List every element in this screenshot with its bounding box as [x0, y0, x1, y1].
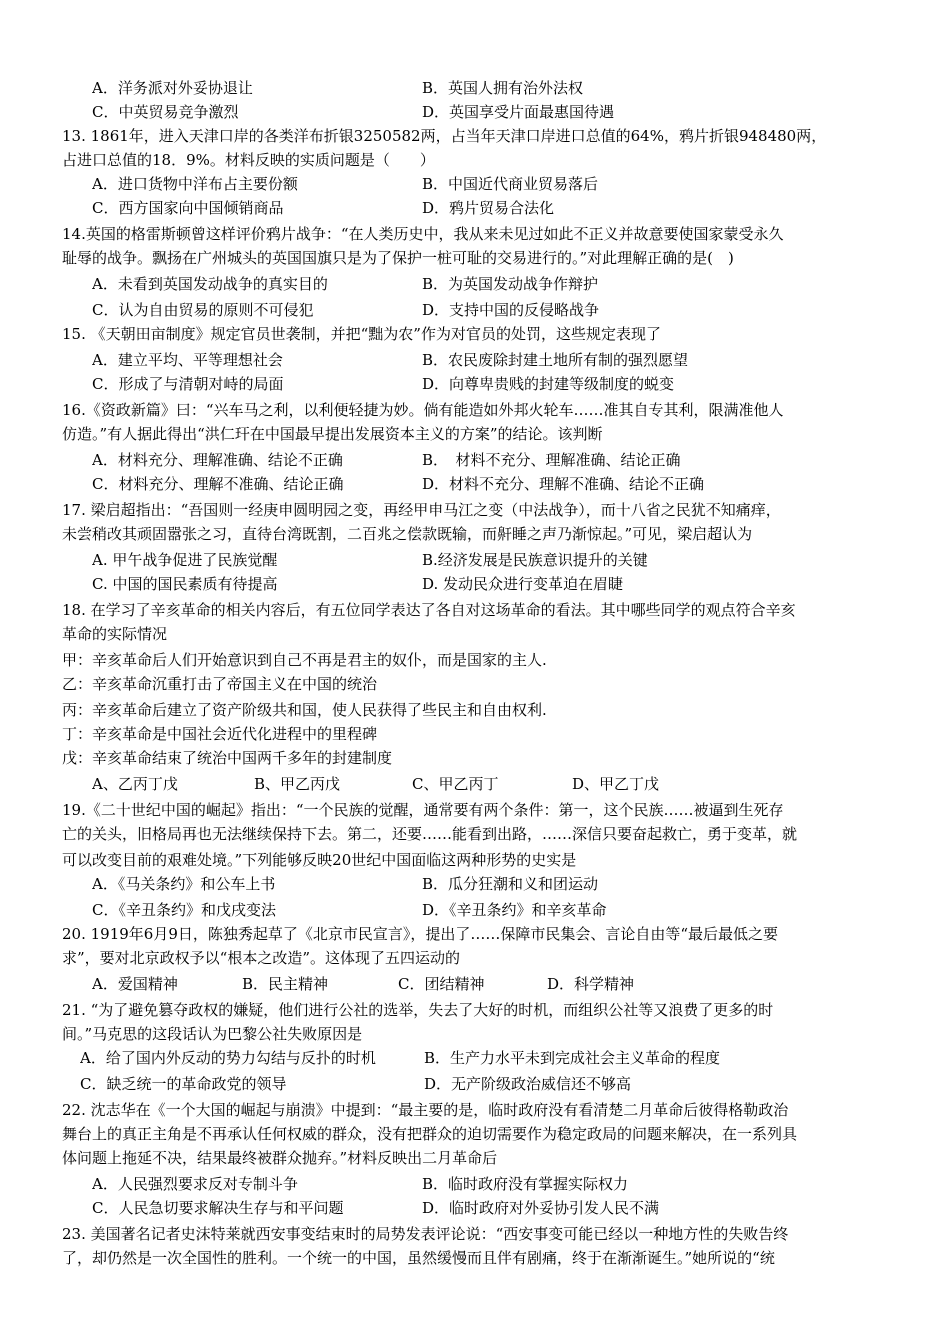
q20-option-a: A．爱国精神	[92, 975, 178, 993]
q14-option-b: B．为英国发动战争作辩护	[422, 275, 599, 293]
q20-option-b: B．民主精神	[242, 975, 329, 993]
q18-statement-jia: 甲：辛亥革命后人们开始意识到自己不再是君主的奴仆，而是国家的主人.	[62, 651, 547, 669]
q18-statement-yi: 乙：辛亥革命沉重打击了帝国主义在中国的统治	[62, 675, 378, 693]
q19-stem-line-2: 亡的关头，旧格局再也无法继续保持下去。第二，还要……能看到出路，……深信只要奋起救亡，勇于变革，就	[62, 825, 798, 843]
q22-stem-line-2: 舞台上的真正主角是不再承认任何权威的群众，没有把群众的迫切需要作为稳定政局的问题来解决，在一系列具	[62, 1125, 798, 1143]
q13-options-row-1	[92, 172, 892, 196]
q19-options-row-2	[92, 898, 892, 922]
q22-stem-line-3: 体问题上拖延不决，结果最终被群众抛弃。”材料反映出二月革命后	[62, 1149, 498, 1167]
q22-options-row-2	[92, 1196, 892, 1220]
q22-stem-line-1: 22. 沈志华在《一个大国的崛起与崩溃》中提到：“最主要的是，临时政府没有看清楚二月革命后彼得格勒政治	[62, 1101, 789, 1119]
q21-stem-line-2: 间。”马克思的这段话认为巴黎公社失败原因是	[62, 1025, 363, 1043]
q18-option-a: A、乙丙丁戊	[92, 775, 178, 793]
q13-option-a: A．进口货物中洋布占主要份额	[92, 175, 298, 193]
q13-option-b: B．中国近代商业贸易落后	[422, 175, 599, 193]
q17-stem-line-2: 未尝稍改其顽固嚣张之习，直待台湾既割，二百兆之偿款既输，而鼾睡之声乃渐惊起。”可见，梁启超认为	[62, 525, 753, 543]
q12-option-a: A．洋务派对外妥协退让	[92, 79, 253, 97]
q16-options-row-1	[92, 448, 892, 472]
q14-options-row-2	[92, 298, 892, 322]
q15-option-d: D．向尊卑贵贱的封建等级制度的蜕变	[422, 375, 675, 393]
q17-option-a: A. 甲午战争促进了民族觉醒	[92, 551, 278, 569]
q18-statement-ding: 丁：辛亥革命是中国社会近代化进程中的里程碑	[62, 725, 378, 743]
q12-option-b: B．英国人拥有治外法权	[422, 79, 584, 97]
q19-stem-line-3: 可以改变目前的艰难处境。”下列能够反映20世纪中国面临这两种形势的史实是	[62, 851, 577, 869]
q12-options-row-2	[92, 100, 892, 124]
q13-stem-line-1: 13. 1861年，进入天津口岸的各类洋布折银3250582两，占当年天津口岸进口总值的64%，鸦片折银948480两，	[62, 127, 827, 145]
q13-option-d: D．鸦片贸易合法化	[422, 199, 555, 217]
q17-stem-line-1: 17. 梁启超指出：“吾国则一经庚申圆明园之变，再经甲申马江之变（中法战争），而十八省之民犹不知痛痒，	[62, 501, 781, 519]
q15-option-c: C．形成了与清朝对峙的局面	[92, 375, 284, 393]
q18-option-d: D、甲乙丁戊	[572, 775, 660, 793]
q13-stem-line-2: 占进口总值的18．9%。材料反映的实质问题是（ ）	[62, 151, 435, 169]
q19-stem-line-1: 19.《二十世纪中国的崛起》指出：“一个民族的觉醒，通常要有两个条件：第一，这个民族……被逼到生死存	[62, 801, 784, 819]
q21-option-c: C．缺乏统一的革命政党的领导	[80, 1075, 287, 1093]
q16-option-d: D．材料不充分、理解不准确、结论不正确	[422, 475, 705, 493]
q15-option-b: B．农民废除封建土地所有制的强烈愿望	[422, 351, 689, 369]
q14-option-a: A．未看到英国发动战争的真实目的	[92, 275, 328, 293]
q16-stem-line-2: 仿造。”有人据此得出“洪仁玕在中国最早提出发展资本主义的方案”的结论。该判断	[62, 425, 603, 443]
q20-stem-line-2: 求”，要对北京政权予以“根本之改造”。这体现了五四运动的	[62, 949, 461, 967]
q15-stem-line-1: 15. 《天朝田亩制度》规定官员世袭制，并把“黜为农”作为对官员的处罚，这些规定表现了	[62, 325, 661, 343]
q18-statement-wu: 戊：辛亥革命结束了统治中国两千多年的封建制度	[62, 749, 393, 767]
q23-stem-line-1: 23. 美国著名记者史沫特莱就西安事变结束时的局势发表评论说：“西安事变可能已经以一种地方性的失败告终	[62, 1225, 789, 1243]
q20-options-row	[92, 972, 892, 996]
q14-option-c: C．认为自由贸易的原则不可侵犯	[92, 301, 314, 319]
q23-stem-line-2: 了，却仍然是一次全国性的胜利。一个统一的中国，虽然缓慢而且伴有剧痛，终于在渐渐诞生。”她所说的“统	[62, 1249, 775, 1267]
q18-options-row	[92, 772, 892, 796]
q21-stem-line-1: 21. “为了避免篡夺政权的嫌疑，他们进行公社的选举，失去了大好的时机，而组织公社等又浪费了更多的时	[62, 1001, 774, 1019]
q16-option-b: B． 材料不充分、理解准确、结论正确	[422, 451, 681, 469]
q22-options-row-1	[92, 1172, 892, 1196]
q19-option-a: A．《马关条约》和公车上书	[92, 875, 276, 893]
q22-option-c: C．人民急切要求解决生存与和平问题	[92, 1199, 344, 1217]
q22-option-a: A．人民强烈要求反对专制斗争	[92, 1175, 298, 1193]
q17-option-c: C. 中国的国民素质有待提高	[92, 575, 278, 593]
q15-option-a: A．建立平均、平等理想社会	[92, 351, 283, 369]
q19-option-d: D．《辛丑条约》和辛亥革命	[422, 901, 607, 919]
q17-option-b: B.经济发展是民族意识提升的关键	[422, 551, 648, 569]
q20-stem-line-1: 20. 1919年6月9日，陈独秀起草了《北京市民宣言》，提出了……保障市民集会、言论自由等“最后最低之要	[62, 925, 779, 943]
q17-option-d: D. 发动民众进行变革迫在眉睫	[422, 575, 624, 593]
q19-option-c: C．《辛丑条约》和戊戌变法	[92, 901, 276, 919]
q13-option-c: C．西方国家向中国倾销商品	[92, 199, 284, 217]
q20-option-c: C．团结精神	[398, 975, 485, 993]
q21-option-b: B．生产力水平未到完成社会主义革命的程度	[424, 1049, 721, 1067]
q21-option-d: D．无产阶级政治威信还不够高	[424, 1075, 632, 1093]
q22-option-d: D．临时政府对外妥协引发人民不满	[422, 1199, 660, 1217]
q12-option-d: D．英国享受片面最惠国待遇	[422, 103, 615, 121]
q22-option-b: B．临时政府没有掌握实际权力	[422, 1175, 629, 1193]
q16-option-a: A．材料充分、理解准确、结论不正确	[92, 451, 343, 469]
q18-option-b: B、甲乙丙戊	[254, 775, 341, 793]
q14-stem-line-2: 耻辱的战争。飘扬在广州城头的英国国旗只是为了保护一桩可耻的交易进行的。”对此理解正确的是( )	[62, 249, 734, 267]
q16-options-row-2	[92, 472, 892, 496]
q21-options-row-2	[80, 1072, 892, 1096]
q13-options-row-2	[92, 196, 892, 220]
q17-options-row-1	[92, 548, 892, 572]
q21-option-a: A．给了国内外反动的势力勾结与反扑的时机	[80, 1049, 376, 1067]
q14-stem-line-1: 14.英国的格雷斯顿曾这样评价鸦片战争：“在人类历史中，我从来未见过如此不正义并故意要使国家蒙受永久	[62, 225, 784, 243]
q12-options-row-1	[92, 76, 892, 100]
q18-stem-line-1: 18. 在学习了辛亥革命的相关内容后，有五位同学表达了各自对这场革命的看法。其中哪些同学的观点符合辛亥	[62, 601, 796, 619]
q12-option-c: C．中英贸易竞争激烈	[92, 103, 239, 121]
q19-option-b: B．瓜分狂潮和义和团运动	[422, 875, 599, 893]
q18-statement-bing: 丙：辛亥革命后建立了资产阶级共和国，使人民获得了些民主和自由权利.	[62, 701, 547, 719]
q19-options-row-1	[92, 872, 892, 896]
q21-options-row-1	[80, 1046, 892, 1070]
q16-stem-line-1: 16.《资政新篇》曰：“兴车马之利，以利便轻捷为妙。倘有能造如外邦火轮车……准其自专其利，限满准他人	[62, 401, 784, 419]
q15-options-row-2	[92, 372, 892, 396]
q15-options-row-1	[92, 348, 892, 372]
q16-option-c: C．材料充分、理解不准确、结论正确	[92, 475, 344, 493]
q14-options-row-1	[92, 272, 892, 296]
q17-options-row-2	[92, 572, 892, 596]
q14-option-d: D．支持中国的反侵略战争	[422, 301, 600, 319]
q20-option-d: D．科学精神	[547, 975, 635, 993]
q18-option-c: C、甲乙丙丁	[412, 775, 499, 793]
q18-stem-line-2: 革命的实际情况	[62, 625, 168, 643]
